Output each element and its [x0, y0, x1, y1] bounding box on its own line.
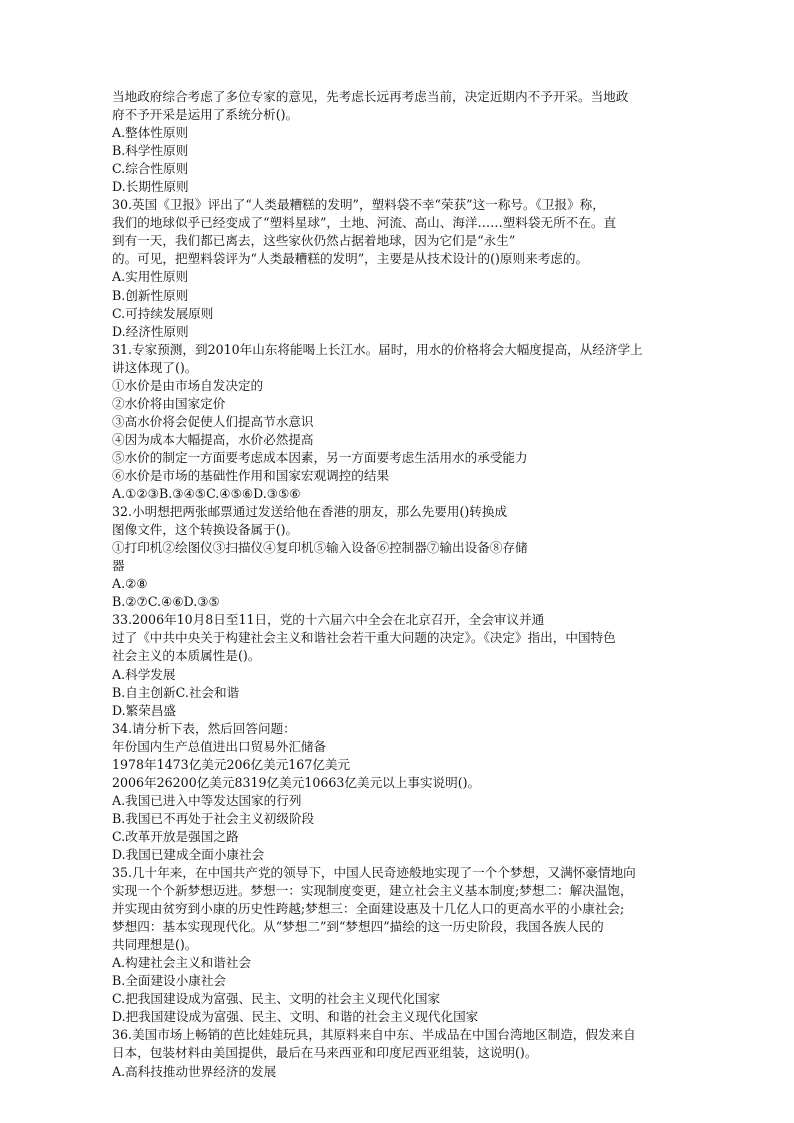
- text-line: B.我国已不再处于社会主义初级阶段: [112, 810, 315, 826]
- text-line: B.科学性原则: [112, 143, 189, 159]
- text-line: 30.英国《卫报》评出了“人类最糟糕的发明”，塑料袋不幸“荣获”这一称号。《卫报》称，: [112, 197, 605, 213]
- text-line: D.长期性原则: [112, 179, 189, 195]
- text-line: D.经济性原则: [112, 323, 189, 339]
- text-line: ①打印机②绘图仪③扫描仪④复印机⑤输入设备⑥控制器⑦输出设备⑧存储: [112, 540, 528, 556]
- text-line: C.把我国建设成为富强、民主、文明的社会主义现代化国家: [112, 991, 441, 1007]
- text-line: B.创新性原则: [112, 287, 189, 303]
- text-line: A.②⑧: [112, 576, 148, 592]
- text-line: ②水价将由国家定价: [112, 395, 226, 411]
- text-line: ③高水价将会促使人们提高节水意识: [112, 413, 314, 429]
- text-line: A.高科技推动世界经济的发展: [112, 1063, 277, 1079]
- text-line: A.①②③B.③④⑤C.④⑤⑥D.③⑤⑥: [112, 486, 301, 502]
- text-line: 实现一个个新梦想迈进。梦想一：实现制度变更，建立社会主义基本制度;梦想二：解决温饱，: [112, 883, 633, 899]
- text-line: C.改革开放是强国之路: [112, 828, 239, 844]
- text-line: 的。可见，把塑料袋评为“人类最糟糕的发明”，主要是从技术设计的()原则来考虑的。: [112, 251, 589, 267]
- text-line: 图像文件，这个转换设备属于()。: [112, 522, 299, 538]
- text-line: 35.几十年来，在中国共产党的领导下，中国人民奇迹般地实现了一个个梦想，又满怀豪情地向: [112, 865, 636, 881]
- text-line: 并实现由贫穷到小康的历史性跨越;梦想三：全面建设惠及十几亿人口的更高水平的小康社会;: [112, 901, 625, 917]
- text-line: A.我国已进入中等发达国家的行列: [112, 792, 302, 808]
- text-line: C.可持续发展原则: [112, 305, 214, 321]
- text-line: B.②⑦C.④⑥D.③⑤: [112, 594, 220, 610]
- text-line: 讲这体现了()。: [112, 359, 198, 375]
- text-line: 1978年1473亿美元206亿美元167亿美元: [112, 756, 351, 772]
- text-line: ⑤水价的制定一方面要考虑成本因素，另一方面要考虑生活用水的承受能力: [112, 449, 528, 465]
- text-line: 36.美国市场上畅销的芭比娃娃玩具，其原料来自中东、半成品在中国台湾地区制造，假发来自: [112, 1027, 636, 1043]
- text-line: B.自主创新C.社会和谐: [112, 684, 240, 700]
- text-line: 31.专家预测，到2010年山东将能喝上长江水。届时，用水的价格将会大幅度提高，从经济学上: [112, 341, 643, 357]
- text-line: ④因为成本大幅提高，水价必然提高: [112, 431, 314, 447]
- text-line: 2006年26200亿美元8319亿美元10663亿美元以上事实说明()。: [112, 774, 481, 790]
- text-line: A.整体性原则: [112, 125, 189, 141]
- text-line: 到有一天，我们都已离去，这些家伙仍然占据着地球，因为它们是“永生”: [112, 233, 516, 249]
- text-line: A.实用性原则: [112, 269, 189, 285]
- text-line: ①水价是由市场自发决定的: [112, 377, 264, 393]
- text-line: C.综合性原则: [112, 161, 189, 177]
- text-line: 我们的地球似乎已经变成了“塑料星球”，土地、河流、高山、海洋……塑料袋无所不在。直: [112, 215, 617, 231]
- text-line: D.把我国建设成为富强、民主、文明、和谐的社会主义现代化国家: [112, 1009, 479, 1025]
- text-line: 社会主义的本质属性是()。: [112, 648, 261, 664]
- text-line: 当地政府综合考虑了多位专家的意见，先考虑长远再考虑当前，决定近期内不予开采。当地政: [112, 89, 629, 104]
- text-line: A.构建社会主义和谐社会: [112, 955, 252, 971]
- text-line: A.科学发展: [112, 666, 176, 682]
- text-line: 梦想四：基本实现现代化。从“梦想二”到“梦想四”描绘的这一历史阶段，我国各族人民的: [112, 919, 604, 935]
- text-line: ⑥水价是市场的基础性作用和国家宏观调控的结果: [112, 467, 390, 483]
- text-line: D.我国已建成全面小康社会: [112, 846, 265, 862]
- text-line: 过了《中共中央关于构建社会主义和谐社会若干重大问题的决定》。《决定》指出，中国特色: [112, 630, 616, 646]
- text-line: D.繁荣昌盛: [112, 702, 177, 718]
- text-line: 32.小明想把两张邮票通过发送给他在香港的朋友，那么先要用()转换成: [112, 504, 508, 520]
- text-line: 年份国内生产总值进出口贸易外汇储备: [112, 738, 327, 754]
- text-line: 器: [112, 558, 125, 574]
- text-line: 34.请分析下表，然后回答问题：: [112, 720, 296, 736]
- text-line: 共同理想是()。: [112, 937, 198, 953]
- text-line: 府不予开采是运用了系统分析()。: [112, 107, 299, 123]
- document-body: [112, 88, 694, 1081]
- text-line: B.全面建设小康社会: [112, 973, 227, 989]
- text-line: 日本，包装材料由美国提供，最后在马来西亚和印度尼西亚组装，这说明()。: [112, 1045, 538, 1061]
- text-line: 33.2006年10月8日至11日，党的十六届六中全会在北京召开，全会审议并通: [112, 612, 545, 628]
